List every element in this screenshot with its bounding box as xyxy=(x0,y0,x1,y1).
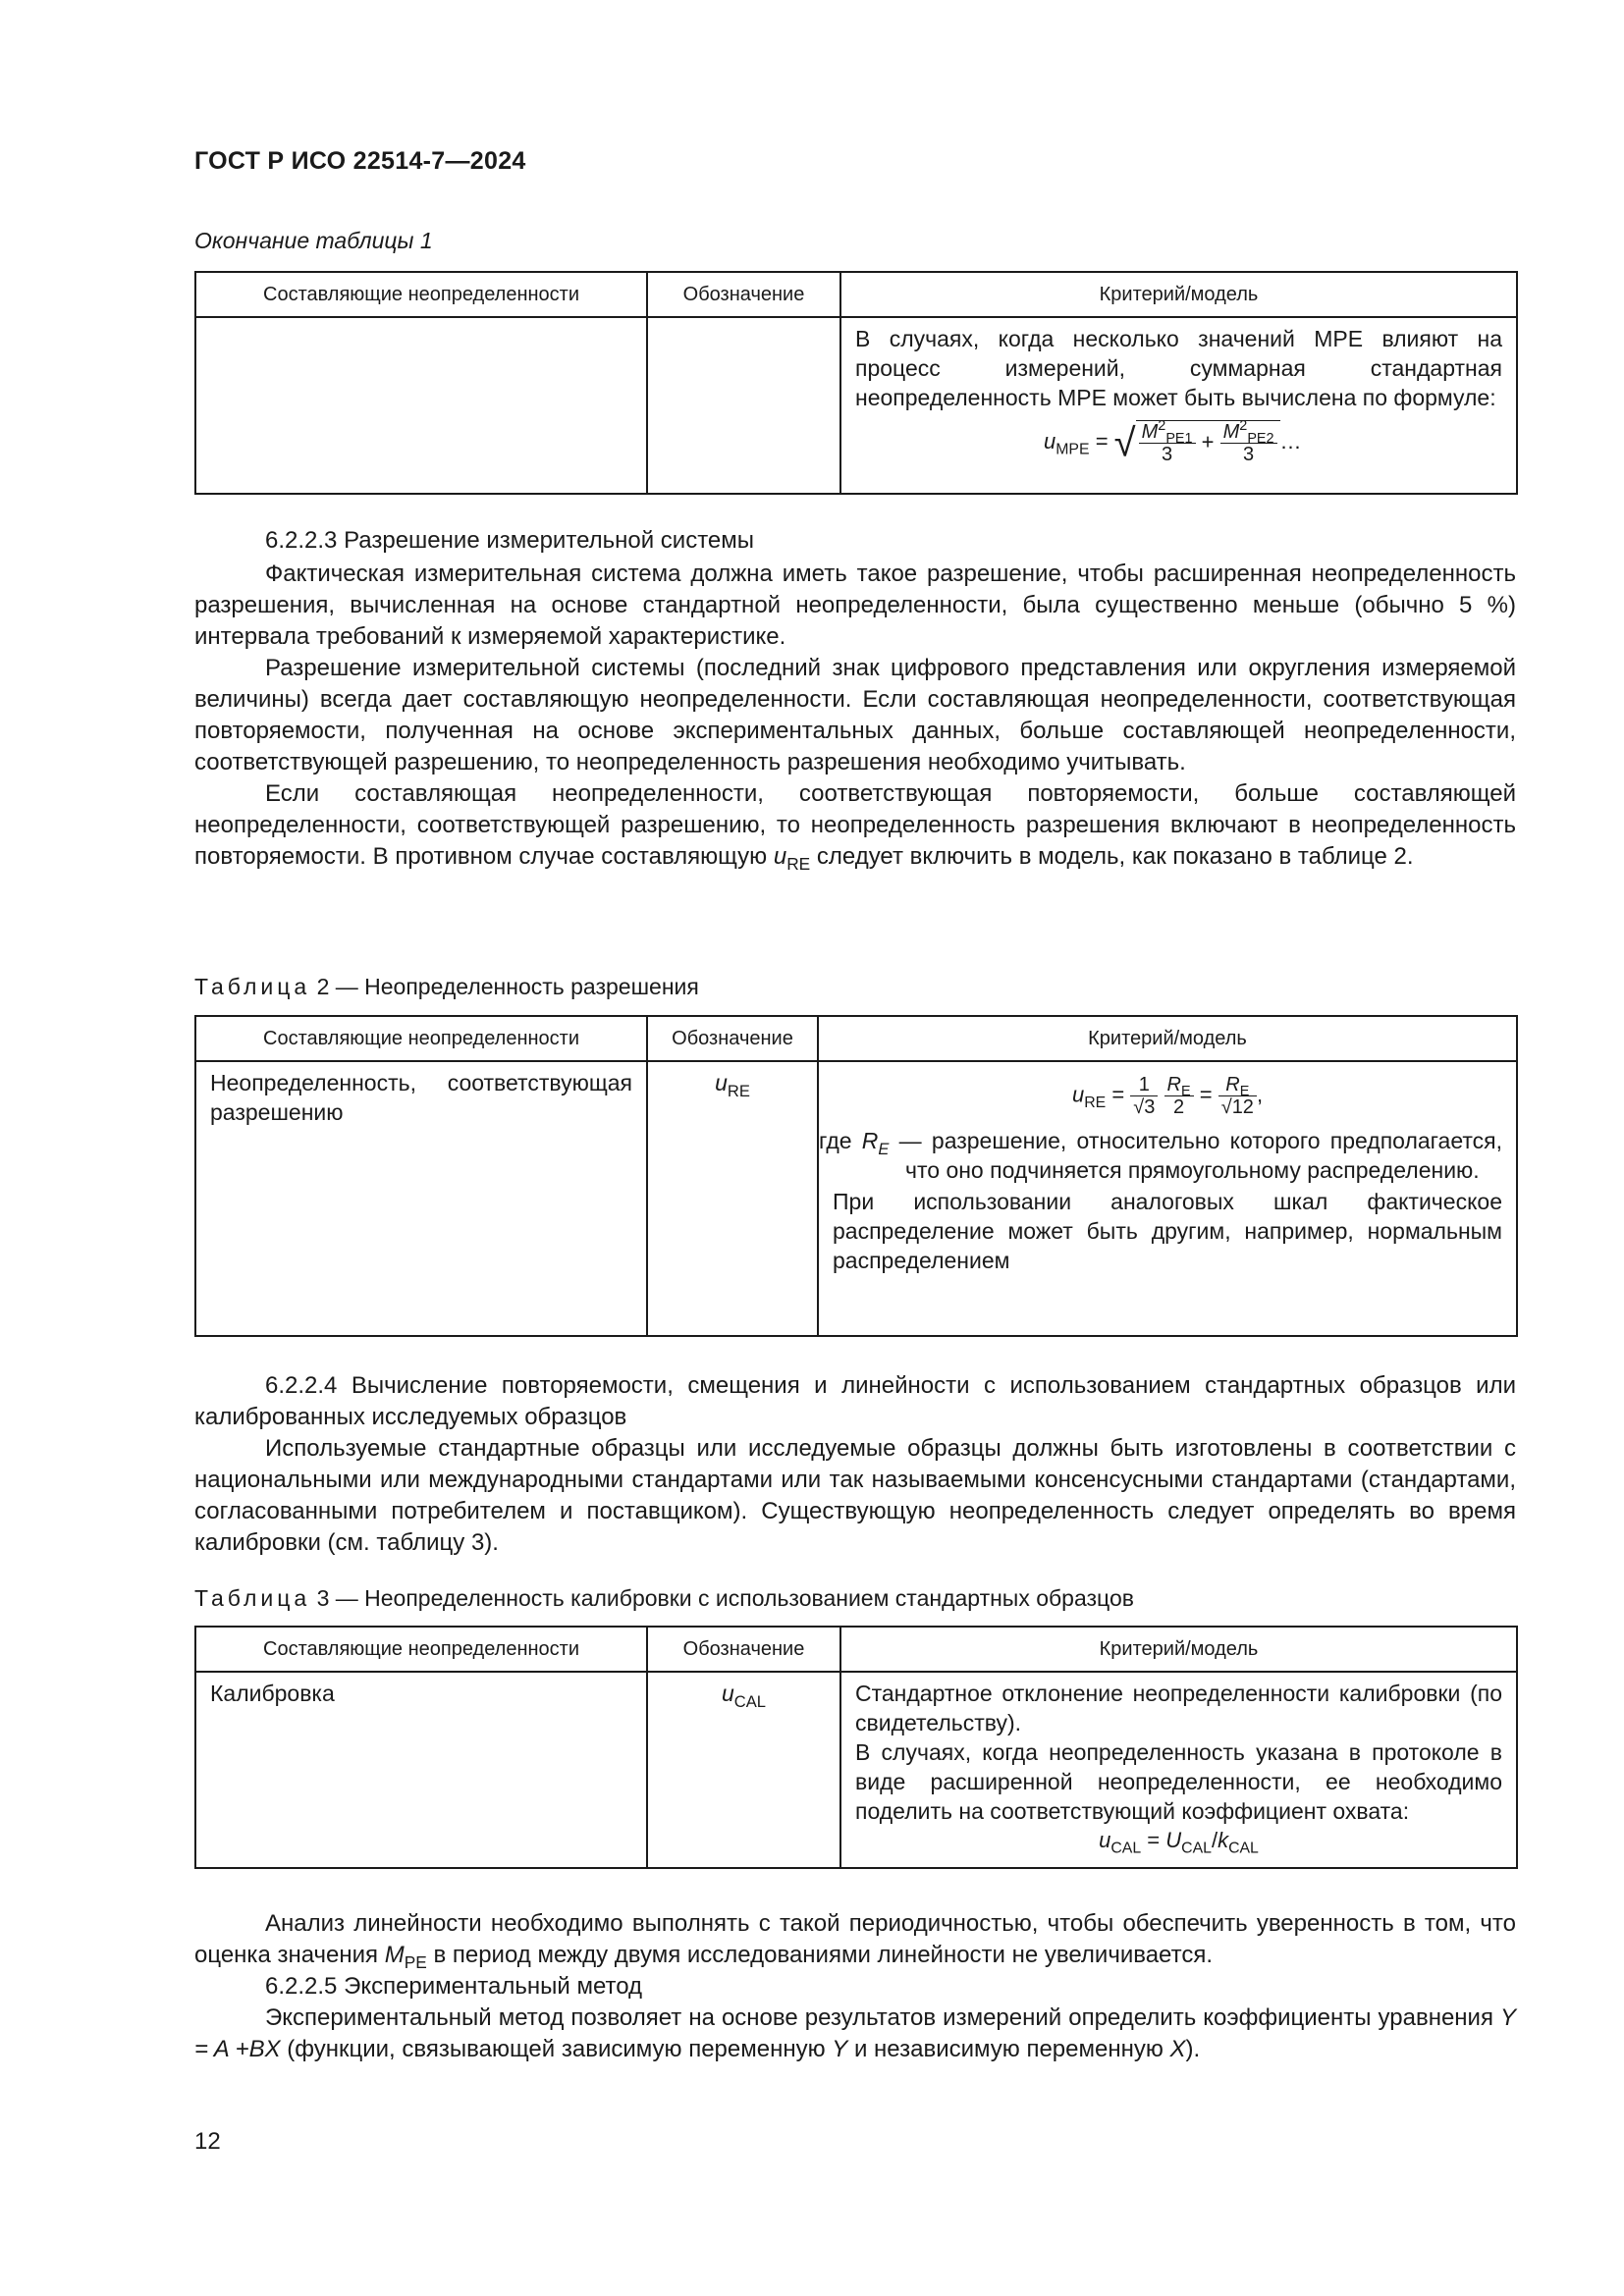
table2-caption: Таблица 2 — Неопределенность разрешения xyxy=(194,974,699,999)
table2-note: При использовании аналоговых шкал фактическое распределение может быть другим, например, нормальным распределением xyxy=(833,1189,1502,1273)
table1-cell-symbol xyxy=(647,317,840,494)
table2-header-symbol: Обозначение xyxy=(647,1016,818,1061)
section-6223-p2: Разрешение измерительной системы (последний знак цифрового представления или округления измеряемой величины) всегда дает составляющую неопределенности. Если составляющая неопределенности, соответствующая повторяемости, полученная на основе экспериментальных данных, больше составляющей неопределенности, соответствующей разрешению, то неопределенность разрешения необходимо учитывать. xyxy=(194,655,1516,775)
table3-header-components: Составляющие неопределенности xyxy=(195,1627,647,1672)
table2 xyxy=(194,1015,1518,1337)
document-header: ГОСТ Р ИСО 22514-7—2024 xyxy=(194,147,526,175)
table3-caption: Таблица 3 — Неопределенность калибровки с использованием стандартных образцов xyxy=(194,1585,1134,1611)
table1-formula-mpe: $u_{MPE}$ = √ $\frac{M^2_{PE1}}{3}$ + $\frac{M^2_{PE2}}{3}$ … xyxy=(1044,418,1302,465)
section-6225-heading: 6.2.2.5 Экспериментальный метод xyxy=(265,1973,643,2000)
section-6223-body xyxy=(194,559,1516,873)
section-6223-p3: Если составляющая неопределенности, соответствующая повторяемости, больше составляющей неопределенности, соответствующей разрешению, то неопределенность разрешения включают в неопределенность повторяемости. В противном случае составляющую $u_{RE}$ следует включить в модель, как показано в таблице 2. xyxy=(194,780,1516,875)
table3-cell-components: Калибровка xyxy=(195,1672,647,1868)
table2-header-row xyxy=(195,1016,1517,1061)
section-6223-heading: 6.2.2.3 Разрешение измерительной системы xyxy=(265,527,755,554)
table1-caption: Окончание таблицы 1 xyxy=(194,228,433,253)
table1-row xyxy=(195,317,1517,494)
table1-cell-criterion xyxy=(840,317,1517,494)
table2-header-components: Составляющие неопределенности xyxy=(195,1016,647,1061)
table3-formula-cal: $u_{CAL} = U_{CAL}/k_{CAL}$ xyxy=(1099,1828,1259,1857)
section-6223-p1: Фактическая измерительная система должна иметь такое разрешение, чтобы расширенная неопределенность разрешения, вычисленная на основе стандартной неопределенности, была существенно меньше (обычно 5 %) интервала требований к измеряемой характеристике. xyxy=(194,561,1516,650)
table1-header-row xyxy=(195,272,1517,317)
table2-where: где $R_E$ — разрешение, относительно которого предполагается, что оно подчиняется прямоугольному распределению. xyxy=(819,1128,1502,1183)
table2-cell-components: Неопределенность, соответствующая разрешению xyxy=(195,1061,647,1336)
section-6225-p1: Экспериментальный метод позволяет на основе результатов измерений определить коэффициенты уравнения Y = A +BX (функции, связывающей зависимую переменную Y и независимую переменную X). xyxy=(194,2004,1516,2062)
table1-header-symbol: Обозначение xyxy=(647,272,840,317)
table1-criterion-text: В случаях, когда несколько значений МРЕ влияют на процесс измерений, суммарная стандартная неопределенность МРЕ может быть вычислена по формуле: xyxy=(855,326,1502,410)
after-table3-p1: Анализ линейности необходимо выполнять с такой периодичностью, чтобы обеспечить уверенность в том, что оценка значения $M_{PE}$ в период между двумя исследованиями линейности не увеличивается. xyxy=(194,1910,1516,1973)
table3-cell-criterion: Стандартное отклонение неопределенности калибровки (по свидетельству). В случаях, когда неопределенность указана в протоколе в виде расширенной неопределенности, ее необходимо поделить на соответствующий коэффициент охвата: $u_{CAL} = U_{CAL}/k_{CAL}$ xyxy=(840,1672,1517,1868)
section-6224-heading: 6.2.2.4 Вычисление повторяемости, смещения и линейности с использованием стандартных образцов или калиброванных исследуемых образцов xyxy=(194,1372,1516,1430)
table3-header-criterion: Критерий/модель xyxy=(840,1627,1517,1672)
table1-header-components: Составляющие неопределенности xyxy=(195,272,647,317)
table2-cell-symbol: $u_{RE}$ xyxy=(647,1061,818,1336)
table2-row xyxy=(195,1061,1517,1336)
sqrt-sign: √ $\frac{M^2_{PE1}}{3}$ + $\frac{M^2_{PE2}}{3}$ xyxy=(1114,420,1280,465)
table3 xyxy=(194,1626,1518,1869)
table3-cell-symbol: $u_{CAL}$ xyxy=(647,1672,840,1868)
table1 xyxy=(194,271,1518,495)
section-6224-p1: Используемые стандартные образцы или исследуемые образцы должны быть изготовлены в соответствии с национальными или международными стандартами или так называемыми консенсусными стандартами (стандартами, согласованными потребителем и поставщиком). Существующую неопределенность следует определять во время калибровки (см. таблицу 3). xyxy=(194,1435,1516,1556)
table2-cell-criterion xyxy=(818,1061,1517,1336)
table2-formula-re: $u_{RE}$ = $\frac{1}{√3}$ $\frac{R_E}{2}$ = $\frac{R_E}{√12}$ , xyxy=(1071,1074,1264,1118)
page-number: 12 xyxy=(194,2128,221,2155)
section-6224-body xyxy=(194,1370,1516,1559)
table3-row xyxy=(195,1672,1517,1868)
table2-header-criterion: Критерий/модель xyxy=(818,1016,1517,1061)
table1-header-criterion: Критерий/модель xyxy=(840,272,1517,317)
after-table3-body xyxy=(194,1908,1516,2065)
table3-header-row xyxy=(195,1627,1517,1672)
table3-header-symbol: Обозначение xyxy=(647,1627,840,1672)
table1-cell-components xyxy=(195,317,647,494)
